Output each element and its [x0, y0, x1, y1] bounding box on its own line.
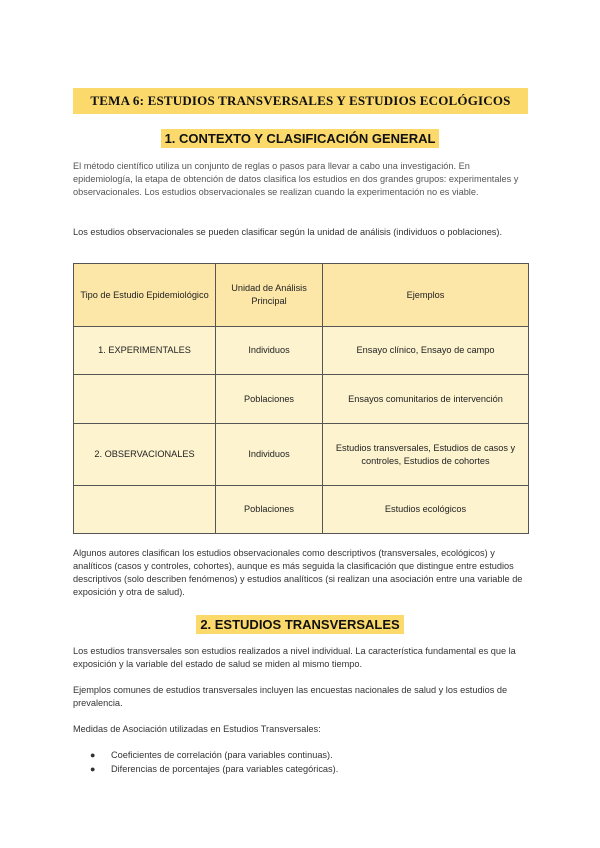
table-cell: Individuos — [216, 424, 323, 486]
list-item — [73, 748, 528, 762]
table-row — [74, 486, 529, 534]
document-title-banner — [73, 88, 528, 114]
bullet-icon: ● — [90, 750, 96, 760]
table-cell — [74, 375, 216, 424]
list-item — [73, 762, 528, 776]
section-2-heading: 2. ESTUDIOS TRANSVERSALES — [196, 615, 403, 634]
bullet-icon: ● — [90, 764, 96, 774]
table-cell: Estudios transversales, Estudios de casos y controles, Estudios de cohortes — [323, 424, 529, 486]
section-1-heading: 1. CONTEXTO Y CLASIFICACIÓN GENERAL — [161, 129, 440, 148]
table-row — [74, 327, 529, 375]
table-header-row — [74, 264, 529, 327]
section-1-intro: El método científico utiliza un conjunto de reglas o pasos para llevar a cabo una investigación. En epidemiología, la etapa de obtención de datos clasifica los estudios en dos grandes grupos: experimentales y observacionales. Los estudios observacionales se realizan cuando la experimentación no es viable. — [73, 161, 519, 197]
section-2-paragraph-2: Ejemplos comunes de estudios transversales incluyen las encuestas nacionales de salud y los estudios de prevalencia. — [73, 685, 508, 708]
table-cell: Ensayos comunitarios de intervención — [323, 375, 529, 424]
table-header: Tipo de Estudio Epidemiológico — [74, 264, 216, 327]
list-item-text: Coeficientes de correlación (para variables continuas). — [111, 750, 333, 760]
section-2-heading-wrap — [0, 615, 600, 634]
table-cell: 2. OBSERVACIONALES — [74, 424, 216, 486]
study-types-table — [73, 263, 529, 534]
table-row — [74, 375, 529, 424]
document-title: TEMA 6: ESTUDIOS TRANSVERSALES Y ESTUDIOS ECOLÓGICOS — [90, 93, 511, 108]
table-cell: Estudios ecológicos — [323, 486, 529, 534]
table-header: Ejemplos — [323, 264, 529, 327]
table-cell — [74, 486, 216, 534]
table-cell: Ensayo clínico, Ensayo de campo — [323, 327, 529, 375]
table-cell: Poblaciones — [216, 486, 323, 534]
table-row — [74, 424, 529, 486]
table-cell: 1. EXPERIMENTALES — [74, 327, 216, 375]
association-measures-label: Medidas de Asociación utilizadas en Estudios Transversales: — [73, 724, 321, 734]
section-2-paragraph-1: Los estudios transversales son estudios realizados a nivel individual. La característica fundamental es que la exposición y la variable del estado de salud se miden al mismo tiempo. — [73, 646, 516, 669]
table-cell: Poblaciones — [216, 375, 323, 424]
classification-note: Algunos autores clasifican los estudios observacionales como descriptivos (transversales, ecológicos) y analíticos (casos y controles, cohortes), aunque es más seguida la clasificación que distingue entre estudios descriptivos (solo describen fenómenos) y estudios analíticos (si realizan una asociación entre una variable de exposición y otra de salud). — [73, 548, 523, 597]
classification-paragraph: Los estudios observacionales se pueden clasificar según la unidad de análisis (individuos o poblaciones). — [73, 227, 503, 237]
association-measures-list — [73, 748, 528, 776]
table-header: Unidad de Análisis Principal — [216, 264, 323, 327]
section-1-heading-wrap — [0, 129, 600, 148]
list-item-text: Diferencias de porcentajes (para variables categóricas). — [111, 764, 339, 774]
table-cell: Individuos — [216, 327, 323, 375]
